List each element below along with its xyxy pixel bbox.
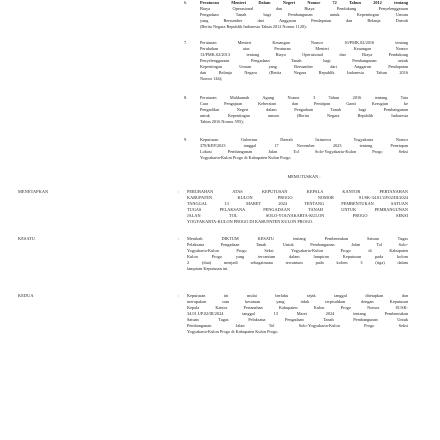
item-number: 8. bbox=[184, 95, 188, 100]
text-line: Pengadaan Tanah bagi Pembangunan untuk Kepentingan Umum bbox=[200, 12, 408, 17]
colon: : bbox=[178, 236, 180, 241]
text-line: 378/KEP/2023 tanggal 17 November 2023 tentang Penetapan bbox=[200, 143, 408, 148]
text-line: Merubah DIKTUM KESATU tentang Pembentukan Satuan Tugas bbox=[187, 236, 408, 241]
text-line: Pembangunan Jalan Tol Solo-Yogyakarta-Kulon Progo Seksi bbox=[187, 323, 408, 328]
text-line: 34.01.UP.02/III/2024 tanggal 13 Maret 2024 tentang Pembentukan bbox=[187, 311, 408, 316]
text-line: Perubahan atas Peraturan Menteri Keuangan Nomor bbox=[200, 46, 408, 51]
text-line: PERUBAHAN ATAS KEPUTUSAN KEPALA KANTOR PERTANAHAN bbox=[187, 189, 408, 194]
text-line: Peraturan Menteri Keuangan Nomor 10/PMK.02/2016 tentang bbox=[200, 40, 408, 45]
text-line: JALAN TOL SOLO-YOGYAKARTA-KULON PROGO SEKSI bbox=[187, 213, 408, 218]
text-line: Peraturan Mahkamah Agung Nomor 3 Tahun 2016 tentang Tata bbox=[200, 95, 408, 100]
text-line: (Berita Negara Republik Indonesia Tahun 2012 Nomor 1120); bbox=[200, 24, 307, 29]
section-label-kesatu: KESATU bbox=[18, 236, 36, 241]
text-line: Nomor 144); bbox=[200, 76, 223, 81]
text-line: Yogyakarta-Kulon Progo di Kabupaten Kulon Progo. bbox=[187, 329, 279, 334]
text-line: Kepala Kantor Pertanahan Kabupaten Kulon Progo Nomor 81/SK- bbox=[187, 305, 408, 310]
text-line: Kulon Progo yang tercantum dalam lampiran Keputusan pada kolom bbox=[187, 254, 408, 259]
text-line: Keputusan Gubernur Daerah Istimewa Yogyakarta Nomor bbox=[200, 137, 408, 142]
decides-heading: MEMUTUSKAN : bbox=[287, 174, 321, 179]
text-line: Yogyakarta-Kulon Progo di Kabupaten Kulon Progo. bbox=[200, 155, 292, 160]
text-line: KABUPATEN KULON PROGO NOMOR 81/SK-34.01.UP.02/III/2024 bbox=[187, 195, 408, 200]
text-line: Cara Pengajuan Keberatan dan Penitipan Ganti Kerugian ke bbox=[200, 101, 408, 106]
text-line: yang Bersumber dari Anggaran Pendapatan dan Belanja Daerah bbox=[200, 18, 408, 23]
text-line: Pelaksana Pengadaan Tanah Untuk Pembangunan Jalan Tol Solo- bbox=[187, 242, 408, 247]
text-line: Lokasi Pembangunan Jalan Tol Solo-Yogyakarta-Kulon Progo Seksi bbox=[200, 149, 408, 154]
colon: : bbox=[178, 189, 180, 194]
text-line: Keputusan ini mulai berlaku sejak tanggal ditetapkan dan bbox=[187, 293, 408, 298]
text-line: 13/PMK.02/2013 tentang Biaya Operasional dan Biaya Pendukung bbox=[200, 52, 408, 57]
item-number: 7. bbox=[184, 40, 188, 45]
text-line: Peraturan Menteri Dalam Negeri Nomor 72 Tahun 2012 tentang bbox=[200, 0, 408, 5]
colon: : bbox=[178, 293, 180, 298]
section-label-menetapkan: MENETAPKAN bbox=[18, 189, 49, 194]
text-line: 2 (dua) menjadi sebagaimana tercantum pada kolom 3 (tiga) dalam bbox=[187, 260, 408, 265]
text-line: Tahun 2016 Nomor 595); bbox=[200, 119, 244, 124]
text-line: Pengadilan Negeri dalam Pengadaan Tanah bagi Pembangunan bbox=[200, 107, 408, 112]
text-line: Kepentingan Umum yang Bersumber dari Anggaran Pendapatan bbox=[200, 64, 408, 69]
section-label-kedua: KEDUA bbox=[18, 293, 34, 298]
text-line: Penyelenggaraan Pengadaan Tanah bagi Pembangunan untuk bbox=[200, 58, 408, 63]
text-line: merupakan satu kesatuan yang tidak terpisahkan dengan Keputusan bbox=[187, 299, 408, 304]
text-line: dan Belanja Negara (Berita Negara Republik Indonesia Tahun 2016 bbox=[200, 70, 408, 75]
item-number: 9. bbox=[184, 137, 188, 142]
text-line: Satuan Tugas Pelaksana Pengadaan Tanah Pembangunan Untuk bbox=[187, 317, 408, 322]
text-line: untuk Kepentingan umum (Berita Negara Republik Indonesia bbox=[200, 113, 408, 118]
text-line: YOGYAKARTA-KULON PROGO DI KABUPATEN KULON PROGO. bbox=[187, 219, 313, 224]
text-line: TUGAS PELAKSANA PENGADAAN TANAH UNTUK PEMBANGUNAN bbox=[187, 207, 408, 212]
text-line: Yogyakarta-Kulon Progo Seksi Yogyakarta-Kulon Progo di Kabupaten bbox=[187, 248, 408, 253]
item-number: 6. bbox=[184, 0, 188, 5]
text-line: TANGGAL 13 MARET 2024 TENTANG PEMBENTUKAN SATUAN bbox=[187, 201, 408, 206]
text-line: Biaya Operasional dan Biaya Pendukung Penyelenggaraan bbox=[200, 6, 408, 11]
text-line: lampiran Keputusan ini. bbox=[187, 266, 229, 271]
